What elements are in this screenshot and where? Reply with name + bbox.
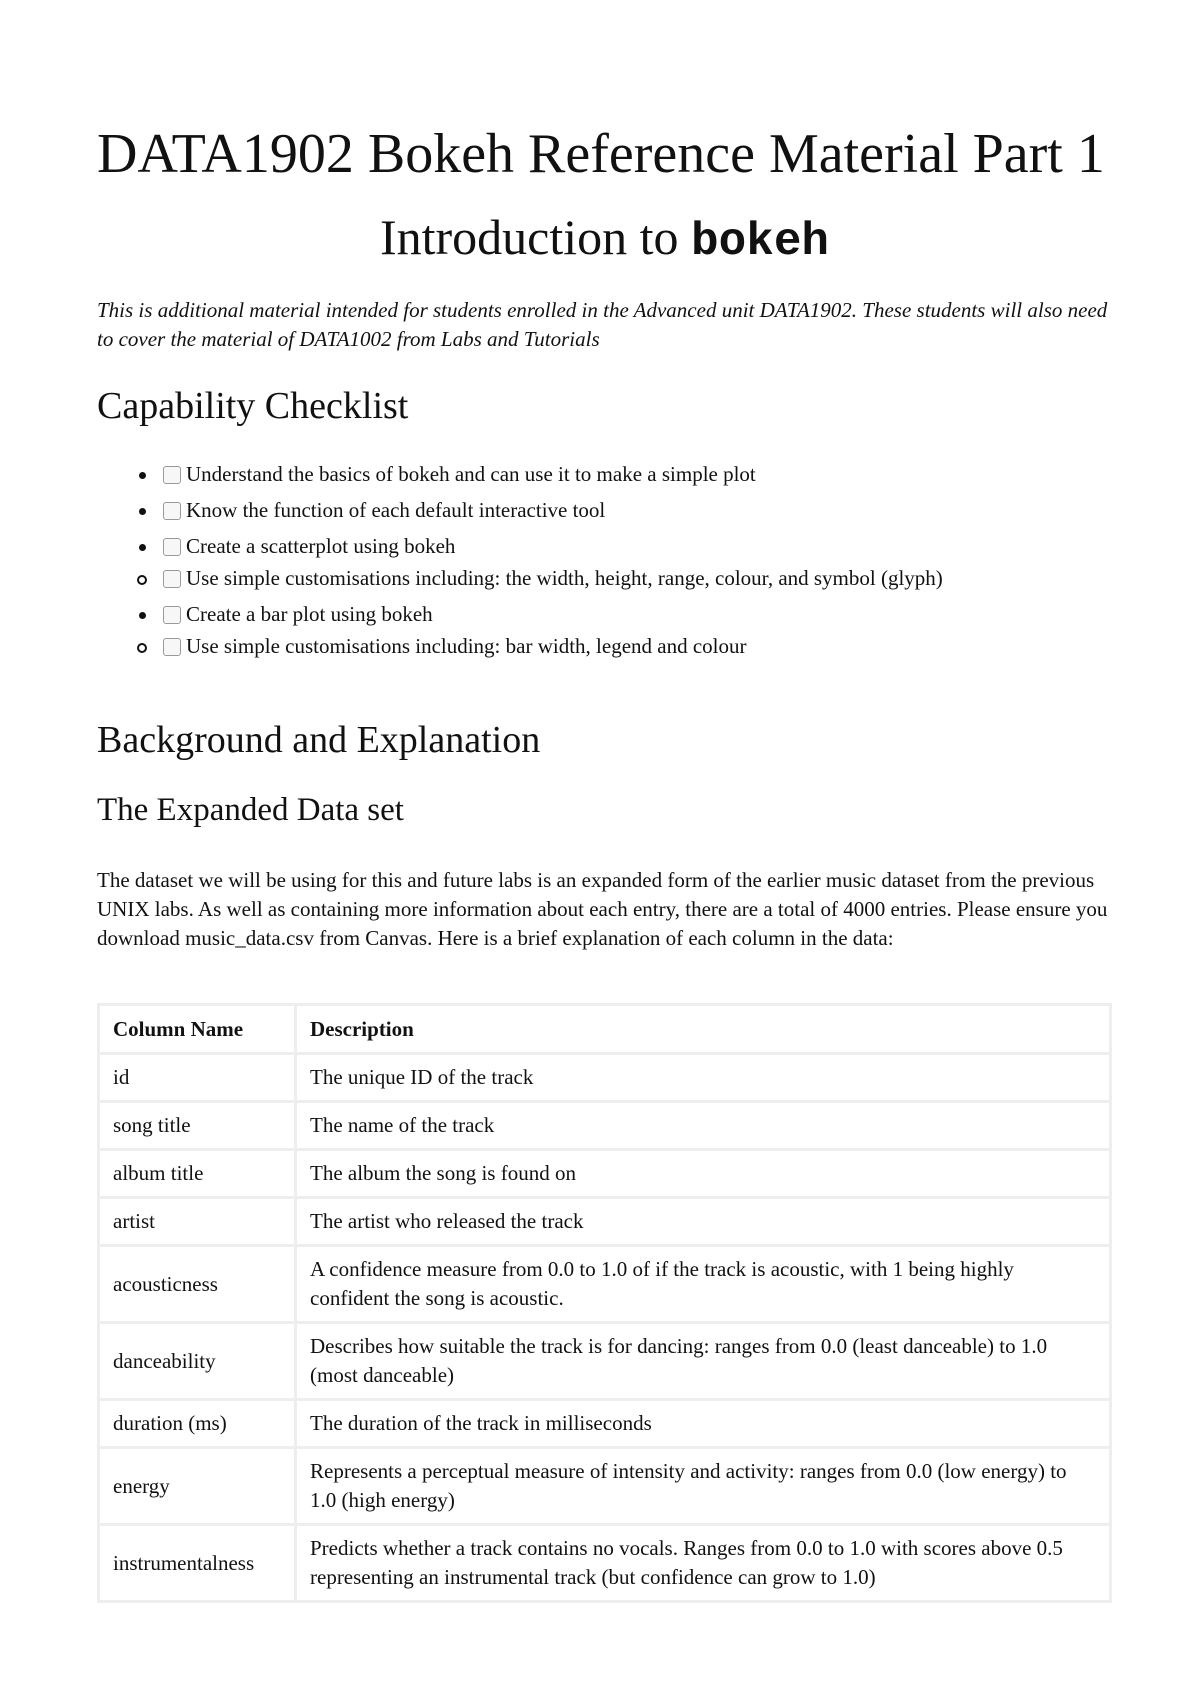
- intro-note: This is additional material intended for students enrolled in the Advanced unit DATA1902. These students will also need to cover the material of DATA1002 from Labs and Tutorials: [97, 298, 1108, 351]
- cell-column-name: album title: [99, 1150, 296, 1198]
- cell-description: The name of the track: [296, 1102, 1111, 1150]
- checkbox[interactable]: [163, 638, 181, 656]
- cell-description: Describes how suitable the track is for dancing: ranges from 0.0 (least danceable) to 1.0 (most danceable): [296, 1323, 1111, 1400]
- bullet-disc-icon: [139, 472, 146, 479]
- bullet-circle-icon: [137, 575, 147, 585]
- checklist-subitem: [35, 564, 1112, 593]
- cell-column-name: id: [99, 1054, 296, 1102]
- cell-description: The album the song is found on: [296, 1150, 1111, 1198]
- background-heading: Background and Explanation: [97, 719, 541, 761]
- cell-column-name: song title: [99, 1102, 296, 1150]
- page-title: DATA1902 Bokeh Reference Material Part 1: [97, 123, 1105, 185]
- cell-description: Represents a perceptual measure of intensity and activity: ranges from 0.0 (low energy) to 1.0 (high energy): [296, 1448, 1111, 1525]
- cell-description: A confidence measure from 0.0 to 1.0 of if the track is acoustic, with 1 being highly confident the song is acoustic.: [296, 1246, 1111, 1323]
- bullet-disc-icon: [139, 508, 146, 515]
- checklist-heading: Capability Checklist: [97, 385, 409, 427]
- header-column-name: Column Name: [99, 1005, 296, 1054]
- checklist-item: [97, 532, 1112, 561]
- checklist-item-label: Know the function of each default interactive tool: [186, 498, 606, 522]
- cell-description: The artist who released the track: [296, 1198, 1111, 1246]
- cell-description: Predicts whether a track contains no vocals. Ranges from 0.0 to 1.0 with scores above 0.5 representing an instrumental track (but confidence can grow to 1.0): [296, 1525, 1111, 1602]
- cell-column-name: artist: [99, 1198, 296, 1246]
- cell-description: The unique ID of the track: [296, 1054, 1111, 1102]
- table-row: [99, 1198, 1111, 1246]
- table-row: [99, 1448, 1111, 1525]
- table-header-row: [99, 1005, 1111, 1054]
- page-subtitle: [97, 205, 1112, 274]
- checklist-subitem: [35, 632, 1112, 661]
- dataset-subheading: The Expanded Data set: [97, 792, 404, 828]
- table-row: [99, 1150, 1111, 1198]
- column-table: [97, 1003, 1112, 1603]
- checklist-item: [97, 496, 1112, 525]
- checkbox[interactable]: [163, 538, 181, 556]
- header-description: Description: [296, 1005, 1111, 1054]
- bullet-circle-icon: [137, 643, 147, 653]
- checklist-item: [97, 600, 1112, 629]
- bullet-disc-icon: [139, 544, 146, 551]
- cell-column-name: acousticness: [99, 1246, 296, 1323]
- checklist-item: [97, 460, 1112, 489]
- checklist-item-label: Create a bar plot using bokeh: [186, 602, 433, 626]
- checkbox[interactable]: [163, 606, 181, 624]
- cell-column-name: danceability: [99, 1323, 296, 1400]
- bullet-disc-icon: [139, 612, 146, 619]
- cell-column-name: duration (ms): [99, 1400, 296, 1448]
- table-row: [99, 1323, 1111, 1400]
- cell-description: The duration of the track in milliseconds: [296, 1400, 1111, 1448]
- checklist-item-label: Understand the basics of bokeh and can use it to make a simple plot: [186, 462, 756, 486]
- table-row: [99, 1102, 1111, 1150]
- cell-column-name: energy: [99, 1448, 296, 1525]
- subtitle-code: bokeh: [691, 216, 830, 268]
- table-row: [99, 1054, 1111, 1102]
- checkbox[interactable]: [163, 570, 181, 588]
- cell-column-name: instrumentalness: [99, 1525, 296, 1602]
- table-row: [99, 1246, 1111, 1323]
- dataset-description: The dataset we will be using for this and future labs is an expanded form of the earlier music dataset from the previous UNIX labs. As well as containing more information about each entry, there are a total of 4000 entries. Please ensure you download music_data.csv from Canvas. Here is a brief explanation of each column in the data:: [97, 868, 1108, 950]
- table-row: [99, 1400, 1111, 1448]
- checklist-item-label: Use simple customisations including: the width, height, range, colour, and symbol (glyph): [186, 566, 943, 590]
- checklist-item-label: Use simple customisations including: bar width, legend and colour: [186, 634, 747, 658]
- subtitle-prefix: Introduction to: [379, 209, 692, 265]
- checkbox[interactable]: [163, 466, 181, 484]
- checklist-item-label: Create a scatterplot using bokeh: [186, 534, 456, 558]
- capability-checklist: [97, 460, 1112, 668]
- checkbox[interactable]: [163, 502, 181, 520]
- table-row: [99, 1525, 1111, 1602]
